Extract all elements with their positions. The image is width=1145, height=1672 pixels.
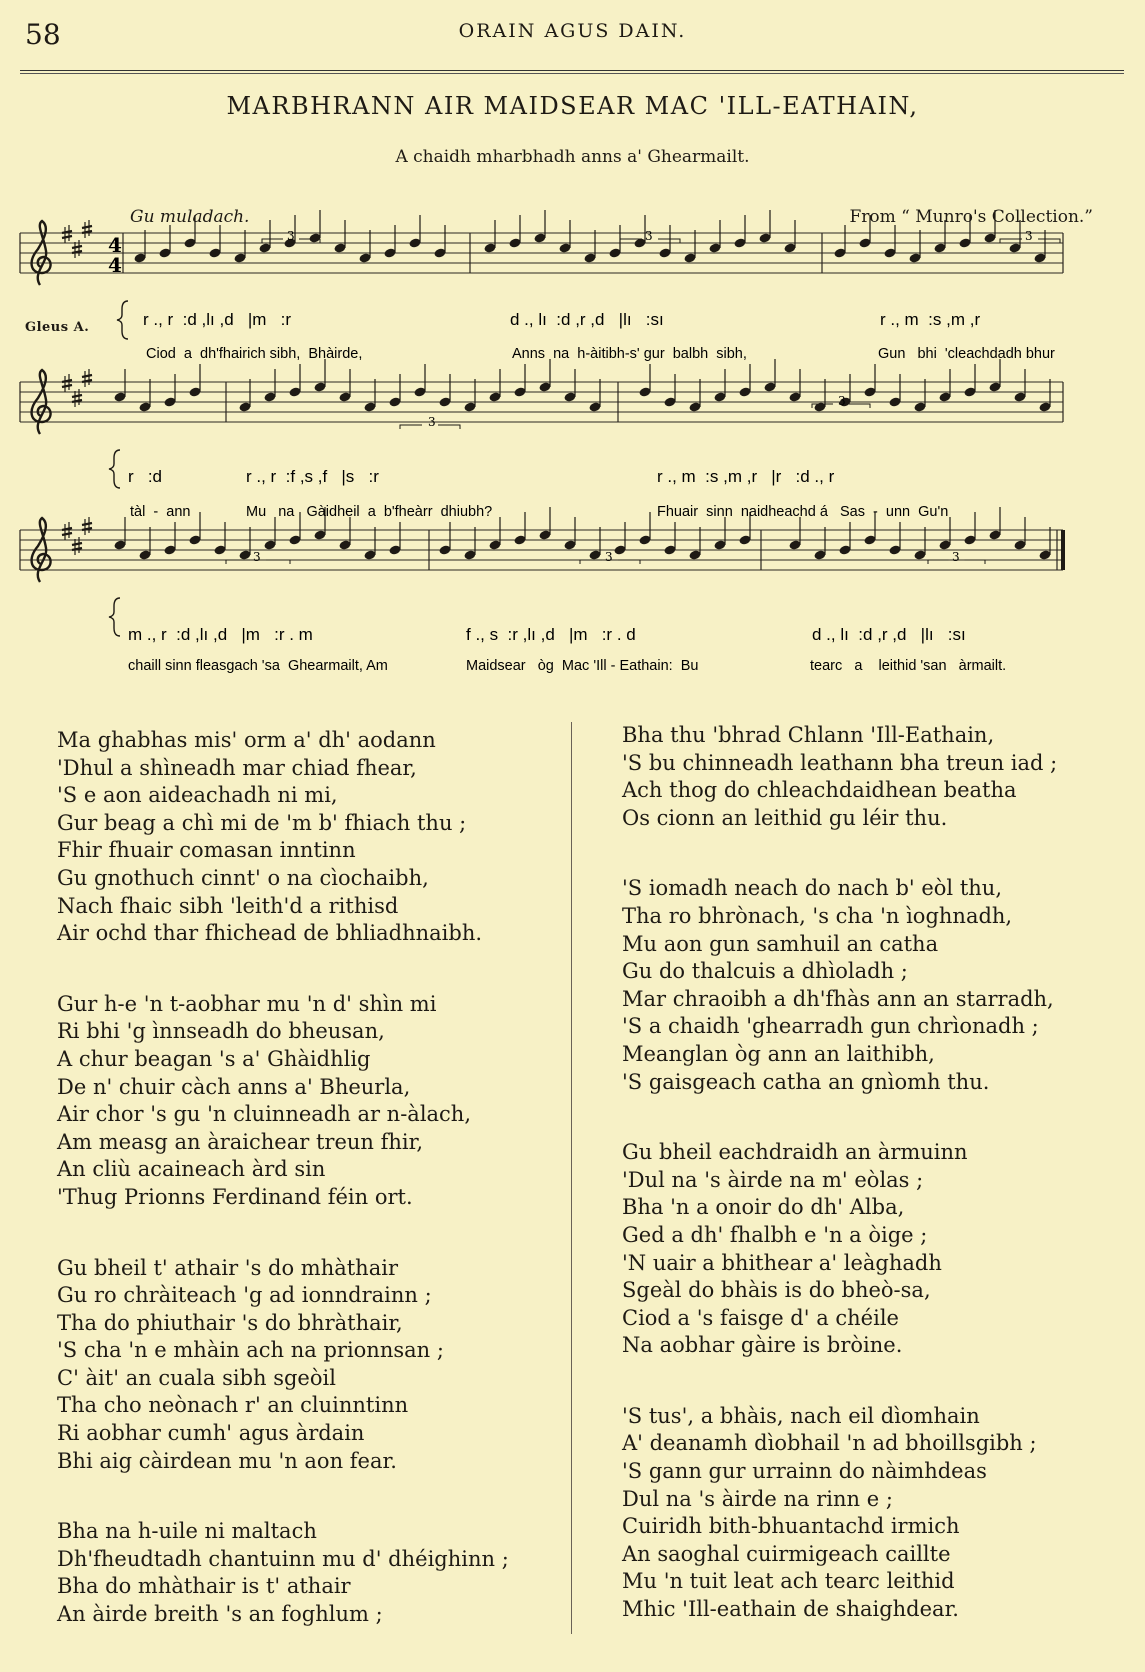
verse-line: Mar chraoibh a dh'fhàs ann an starradh, bbox=[622, 986, 1054, 1011]
solfa-measure: r ., m :s ,m ,r bbox=[880, 310, 981, 329]
stanza bbox=[622, 1403, 1122, 1624]
note-icon bbox=[363, 527, 376, 561]
note-icon bbox=[138, 379, 151, 413]
verse-line: Gu bheil t' athair 's do mhàthair bbox=[57, 1255, 398, 1280]
note-icon bbox=[938, 369, 951, 403]
note-icon bbox=[858, 215, 871, 249]
note-icon bbox=[758, 210, 771, 244]
verse-line: 'S tus', a bhàis, nach eil dìomhain bbox=[622, 1403, 980, 1428]
note-icon bbox=[563, 369, 576, 403]
verse-line: Air chor 's gu 'n cluinneadh ar n-àlach, bbox=[57, 1102, 472, 1127]
tempo-marking: Gu muladach. bbox=[130, 207, 250, 227]
note-icon bbox=[988, 359, 1001, 393]
verse-line: 'N uair a bhithear a' leàghadh bbox=[622, 1250, 942, 1275]
verse-line: Ach thog do chleachdaidhean beatha bbox=[622, 778, 1017, 803]
sharp-icon bbox=[82, 517, 92, 535]
running-title: ORAIN AGUS DAIN. bbox=[458, 20, 687, 42]
note-icon bbox=[513, 364, 526, 398]
note-icon bbox=[238, 527, 251, 561]
lyric-segment: tàl - ann bbox=[130, 504, 191, 520]
note-icon bbox=[658, 225, 671, 259]
verse-line: Gu do thalcuis a dhìoladh ; bbox=[622, 959, 908, 984]
note-icon bbox=[958, 215, 971, 249]
verse-line: 'S cha 'n e mhàin ach na prionnsan ; bbox=[57, 1338, 444, 1363]
note-icon bbox=[683, 230, 696, 264]
note-icon bbox=[208, 225, 221, 259]
note-icon bbox=[988, 507, 1001, 541]
verse-line: Am measg an àraichear treun fhir, bbox=[57, 1129, 424, 1154]
note-icon bbox=[813, 527, 826, 561]
note-icon bbox=[338, 369, 351, 403]
verse-line: Dul na 's àirde na rinn e ; bbox=[622, 1486, 893, 1511]
verse-line: Mu 'n tuit leat ach tearc leithid bbox=[622, 1569, 955, 1594]
verse-line: Sgeàl do bhàis is do bheò-sa, bbox=[622, 1278, 931, 1303]
sharp-icon bbox=[82, 220, 92, 238]
note-icon bbox=[908, 230, 921, 264]
lyric-segment: Ciod a dh'fhairich sibh, Bhàirde, bbox=[146, 346, 363, 362]
lyric-segment: chaill sinn fleasgach 'sa Ghearmailt, Am bbox=[128, 658, 388, 674]
verse-line: Air ochd thar fhichead de bhliadhnaibh. bbox=[57, 921, 483, 946]
note-icon bbox=[438, 374, 451, 408]
note-icon bbox=[413, 364, 426, 398]
triplet-mark: 3 bbox=[253, 550, 261, 564]
stanza bbox=[57, 991, 557, 1212]
note-icon bbox=[438, 522, 451, 556]
note-icon bbox=[113, 517, 126, 551]
verse-line: A' deanamh dìobhail 'n ad bhoillsgibh ; bbox=[622, 1431, 1037, 1456]
note-icon bbox=[763, 359, 776, 393]
music-text bbox=[108, 229, 1055, 674]
sharp-icon bbox=[82, 369, 92, 387]
verse-line: 'Dhul a shìneadh mar chiad fhear, bbox=[57, 755, 417, 780]
stanza bbox=[57, 1255, 557, 1476]
verse-line: 'Thug Prionns Ferdinand féin ort. bbox=[57, 1184, 413, 1209]
note-icon bbox=[538, 507, 551, 541]
note-icon bbox=[183, 215, 196, 249]
note-icon bbox=[688, 379, 701, 413]
verse-line: De n' chuir càch anns a' Bheurla, bbox=[57, 1074, 411, 1099]
note-icon bbox=[558, 220, 571, 254]
verse-line: 'S gann gur urrainn do nàimhdeas bbox=[622, 1459, 987, 1484]
note-icon bbox=[358, 230, 371, 264]
song-subtitle: A chaidh mharbhadh anns a' Ghearmailt. bbox=[395, 147, 750, 167]
note-icon bbox=[263, 517, 276, 551]
verse-line: Gur beag a chì mi de 'm b' fhiach thu ; bbox=[57, 810, 467, 835]
note-icon bbox=[613, 522, 626, 556]
note-icon bbox=[313, 359, 326, 393]
key-label: Gleus A. bbox=[25, 320, 90, 335]
solfa-measure: d ., lı :d ,r ,d |lı :sı bbox=[510, 310, 664, 329]
note-icon bbox=[708, 220, 721, 254]
sharp-icon bbox=[62, 374, 72, 392]
stanza bbox=[57, 727, 557, 948]
note-icon bbox=[588, 379, 601, 413]
verse-line: Bha na h-uile ni maltach bbox=[57, 1519, 317, 1544]
note-icon bbox=[788, 369, 801, 403]
note-icon bbox=[963, 364, 976, 398]
note-icon bbox=[508, 215, 521, 249]
verse-column-right bbox=[622, 722, 1122, 1667]
verse-line: Ged a dh' fhalbh e 'n a òige ; bbox=[622, 1222, 928, 1247]
triplet-mark: 3 bbox=[838, 394, 846, 408]
note-icon bbox=[783, 220, 796, 254]
sharp-icon bbox=[62, 522, 72, 540]
verse-line: 'S bu chinneadh leathann bha treun iad ; bbox=[622, 750, 1058, 775]
note-icon bbox=[1038, 379, 1051, 413]
verse-line: Gu bheil eachdraidh an àrmuinn bbox=[622, 1140, 968, 1165]
verse-line: Gu gnothuch cinnt' o na cìochaibh, bbox=[57, 865, 429, 890]
note-icon bbox=[833, 225, 846, 259]
note-icon bbox=[388, 374, 401, 408]
note-icon bbox=[388, 522, 401, 556]
solfa-measure: f ., s :r ,lı ,d |m :r . d bbox=[466, 625, 636, 644]
note-icon bbox=[483, 220, 496, 254]
verse-line: Cuiridh bith-bhuantachd irmich bbox=[622, 1514, 960, 1539]
time-signature-top: 4 bbox=[108, 233, 122, 257]
note-icon bbox=[408, 215, 421, 249]
note-icon bbox=[583, 230, 596, 264]
verse-line: An saoghal cuirmigeach caillte bbox=[622, 1541, 951, 1566]
song-title: MARBHRANN AIR MAIDSEAR MAC 'ILL-EATHAIN, bbox=[226, 92, 919, 120]
note-icon bbox=[133, 230, 146, 264]
verse-line: Tha ro bhrònach, 's cha 'n ìoghnadh, bbox=[622, 903, 1013, 928]
solfa-measure: m ., r :d ,lı ,d |m :r . m bbox=[128, 625, 313, 644]
note-icon bbox=[363, 379, 376, 413]
note-icon bbox=[288, 364, 301, 398]
brace-icon bbox=[109, 450, 120, 488]
note-icon bbox=[863, 364, 876, 398]
note-icon bbox=[113, 369, 126, 403]
triplet-mark: 3 bbox=[605, 550, 613, 564]
verse-line: Meanglan òg ann an laithibh, bbox=[622, 1041, 935, 1066]
stanza bbox=[622, 1139, 1122, 1360]
verse-line: Bha do mhàthair is t' athair bbox=[57, 1574, 351, 1599]
triplet-mark: 3 bbox=[287, 229, 295, 243]
note-icon bbox=[663, 522, 676, 556]
verse-line: 'S iomadh neach do nach b' eòl thu, bbox=[622, 876, 1002, 901]
triplet-mark: 3 bbox=[428, 415, 436, 429]
note-icon bbox=[788, 517, 801, 551]
lyric-segment: Mu na Gàidheil a b'fheàrr dhiubh? bbox=[246, 504, 493, 520]
triplet-mark: 3 bbox=[952, 550, 960, 564]
verse-line: An cliù acaineach àrd sin bbox=[57, 1157, 326, 1182]
note-icon bbox=[983, 210, 996, 244]
note-icon bbox=[838, 522, 851, 556]
verse-line: Mhic 'Ill-eathain de shaighdear. bbox=[622, 1597, 959, 1622]
verse-line: Ri bhi 'g ìnnseadh do bheusan, bbox=[57, 1019, 385, 1044]
note-icon bbox=[913, 379, 926, 413]
note-icon bbox=[713, 517, 726, 551]
verse-line: Gu ro chràiteach 'g ad ionndrainn ; bbox=[57, 1283, 432, 1308]
note-icon bbox=[463, 379, 476, 413]
verse-line: Tha do phiuthair 's do bhràthair, bbox=[57, 1310, 403, 1335]
note-icon bbox=[488, 517, 501, 551]
note-icon bbox=[538, 359, 551, 393]
note-icon bbox=[158, 225, 171, 259]
note-icon bbox=[513, 512, 526, 546]
verse-line: C' àit' an cuala sibh sgeòil bbox=[57, 1365, 336, 1390]
note-icon bbox=[188, 364, 201, 398]
music-score bbox=[0, 0, 1145, 690]
solfa-measure: r ., r :d ,lı ,d |m :r bbox=[143, 310, 291, 329]
lyric-segment: tearc a leithid 'san àrmailt. bbox=[810, 658, 1007, 674]
verse-line: Tha cho neònach r' an cluinntinn bbox=[57, 1393, 409, 1418]
note-icon bbox=[713, 369, 726, 403]
lyric-segment: Maidsear òg Mac 'Ill - Eathain: Bu bbox=[466, 658, 699, 674]
note-icon bbox=[263, 369, 276, 403]
verse-line: Ciod a 's faisge d' a chéile bbox=[622, 1305, 899, 1330]
triplet-mark: 3 bbox=[645, 229, 653, 243]
note-icon bbox=[883, 225, 896, 259]
verse-line: 'S e aon aideachadh ni mi, bbox=[57, 783, 338, 808]
solfa-measure: r :d bbox=[128, 467, 163, 486]
note-icon bbox=[1013, 369, 1026, 403]
verse-line: Bhi aig càirdean mu 'n aon fear. bbox=[57, 1448, 397, 1473]
note-icon bbox=[913, 527, 926, 561]
verse-line: Gur h-e 'n t-aobhar mu 'n d' shìn mi bbox=[57, 991, 437, 1016]
page-number: 58 bbox=[25, 18, 61, 51]
note-icon bbox=[813, 379, 826, 413]
verse-line: 'S gaisgeach catha an gnìomh thu. bbox=[622, 1069, 990, 1094]
verse-line: Os cionn an leithid gu léir thu. bbox=[622, 805, 948, 830]
note-icon bbox=[333, 220, 346, 254]
note-icon bbox=[213, 522, 226, 556]
note-icon bbox=[488, 369, 501, 403]
time-signature-bottom: 4 bbox=[108, 253, 122, 277]
stanza bbox=[622, 875, 1122, 1096]
verse-line: Nach fhaic sibh 'leith'd a rithisd bbox=[57, 893, 399, 918]
note-icon bbox=[163, 522, 176, 556]
brace-icon bbox=[117, 301, 128, 339]
verse-line: A chur beagan 's a' Ghàidhlig bbox=[57, 1046, 371, 1071]
note-icon bbox=[938, 517, 951, 551]
stanza bbox=[57, 1518, 557, 1628]
note-icon bbox=[383, 225, 396, 259]
verse-line: Ri aobhar cumh' agus àrdain bbox=[57, 1421, 365, 1446]
verse-line: Ma ghabhas mis' orm a' dh' aodann bbox=[57, 728, 436, 752]
note-icon bbox=[163, 374, 176, 408]
note-icon bbox=[1013, 517, 1026, 551]
note-icon bbox=[138, 527, 151, 561]
lyric-segment: Fhuair sinn naidheachd á Sas - unn Gu'n bbox=[657, 504, 949, 520]
note-icon bbox=[1033, 230, 1046, 264]
note-icon bbox=[1038, 527, 1051, 561]
verse-column-left bbox=[57, 727, 557, 1672]
note-icon bbox=[638, 364, 651, 398]
stanza bbox=[622, 722, 1122, 832]
lyric-segment: Gun bhi 'cleachdadh bhur bbox=[878, 346, 1055, 362]
note-icon bbox=[463, 527, 476, 561]
note-icon bbox=[433, 225, 446, 259]
note-icon bbox=[1008, 220, 1021, 254]
solfa-measure: r ., r :f ,s ,f |s :r bbox=[246, 467, 379, 486]
note-icon bbox=[258, 220, 271, 254]
note-icon bbox=[563, 517, 576, 551]
verse-line: 'S a chaidh 'ghearradh gun chrìonadh ; bbox=[622, 1014, 1039, 1039]
note-icon bbox=[933, 220, 946, 254]
note-icon bbox=[233, 230, 246, 264]
verse-line: Dh'fheudtadh chantuinn mu d' dhéighinn ; bbox=[57, 1546, 509, 1571]
sharp-icon bbox=[62, 225, 72, 243]
note-icon bbox=[688, 527, 701, 561]
verse-line: Bha 'n a onoir do dh' Alba, bbox=[622, 1195, 905, 1220]
verse-line: Mu aon gun samhuil an catha bbox=[622, 931, 939, 956]
note-icon bbox=[533, 210, 546, 244]
note-icon bbox=[963, 512, 976, 546]
verse-line: An àirde breith 's an foghlum ; bbox=[57, 1602, 383, 1627]
solfa-measure: r ., m :s ,m ,r |r :d ., r bbox=[657, 467, 835, 486]
brace-icon bbox=[109, 598, 120, 636]
note-icon bbox=[888, 374, 901, 408]
column-divider bbox=[571, 722, 572, 1634]
verse-line: Fhir fhuair comasan inntinn bbox=[57, 838, 356, 863]
verse-line: Na aobhar gàire is bròine. bbox=[622, 1333, 903, 1358]
note-icon bbox=[588, 527, 601, 561]
note-icon bbox=[663, 374, 676, 408]
music-marks bbox=[32, 210, 1060, 636]
note-icon bbox=[238, 379, 251, 413]
source-attribution: From “ Munro's Collection.” bbox=[849, 207, 1093, 227]
note-icon bbox=[638, 512, 651, 546]
solfa-measure: d ., lı :d ,r ,d |lı :sı bbox=[812, 625, 966, 644]
note-icon bbox=[888, 522, 901, 556]
triplet-mark: 3 bbox=[1025, 229, 1033, 243]
lyric-segment: Anns na h-àitibh-s' gur balbh sibh, bbox=[512, 346, 747, 362]
verse-line: 'Dul na 's àirde na m' eòlas ; bbox=[622, 1167, 924, 1192]
note-icon bbox=[733, 215, 746, 249]
note-icon bbox=[338, 517, 351, 551]
note-icon bbox=[738, 364, 751, 398]
verse-line: Bha thu 'bhrad Chlann 'Ill-Eathain, bbox=[622, 723, 995, 747]
